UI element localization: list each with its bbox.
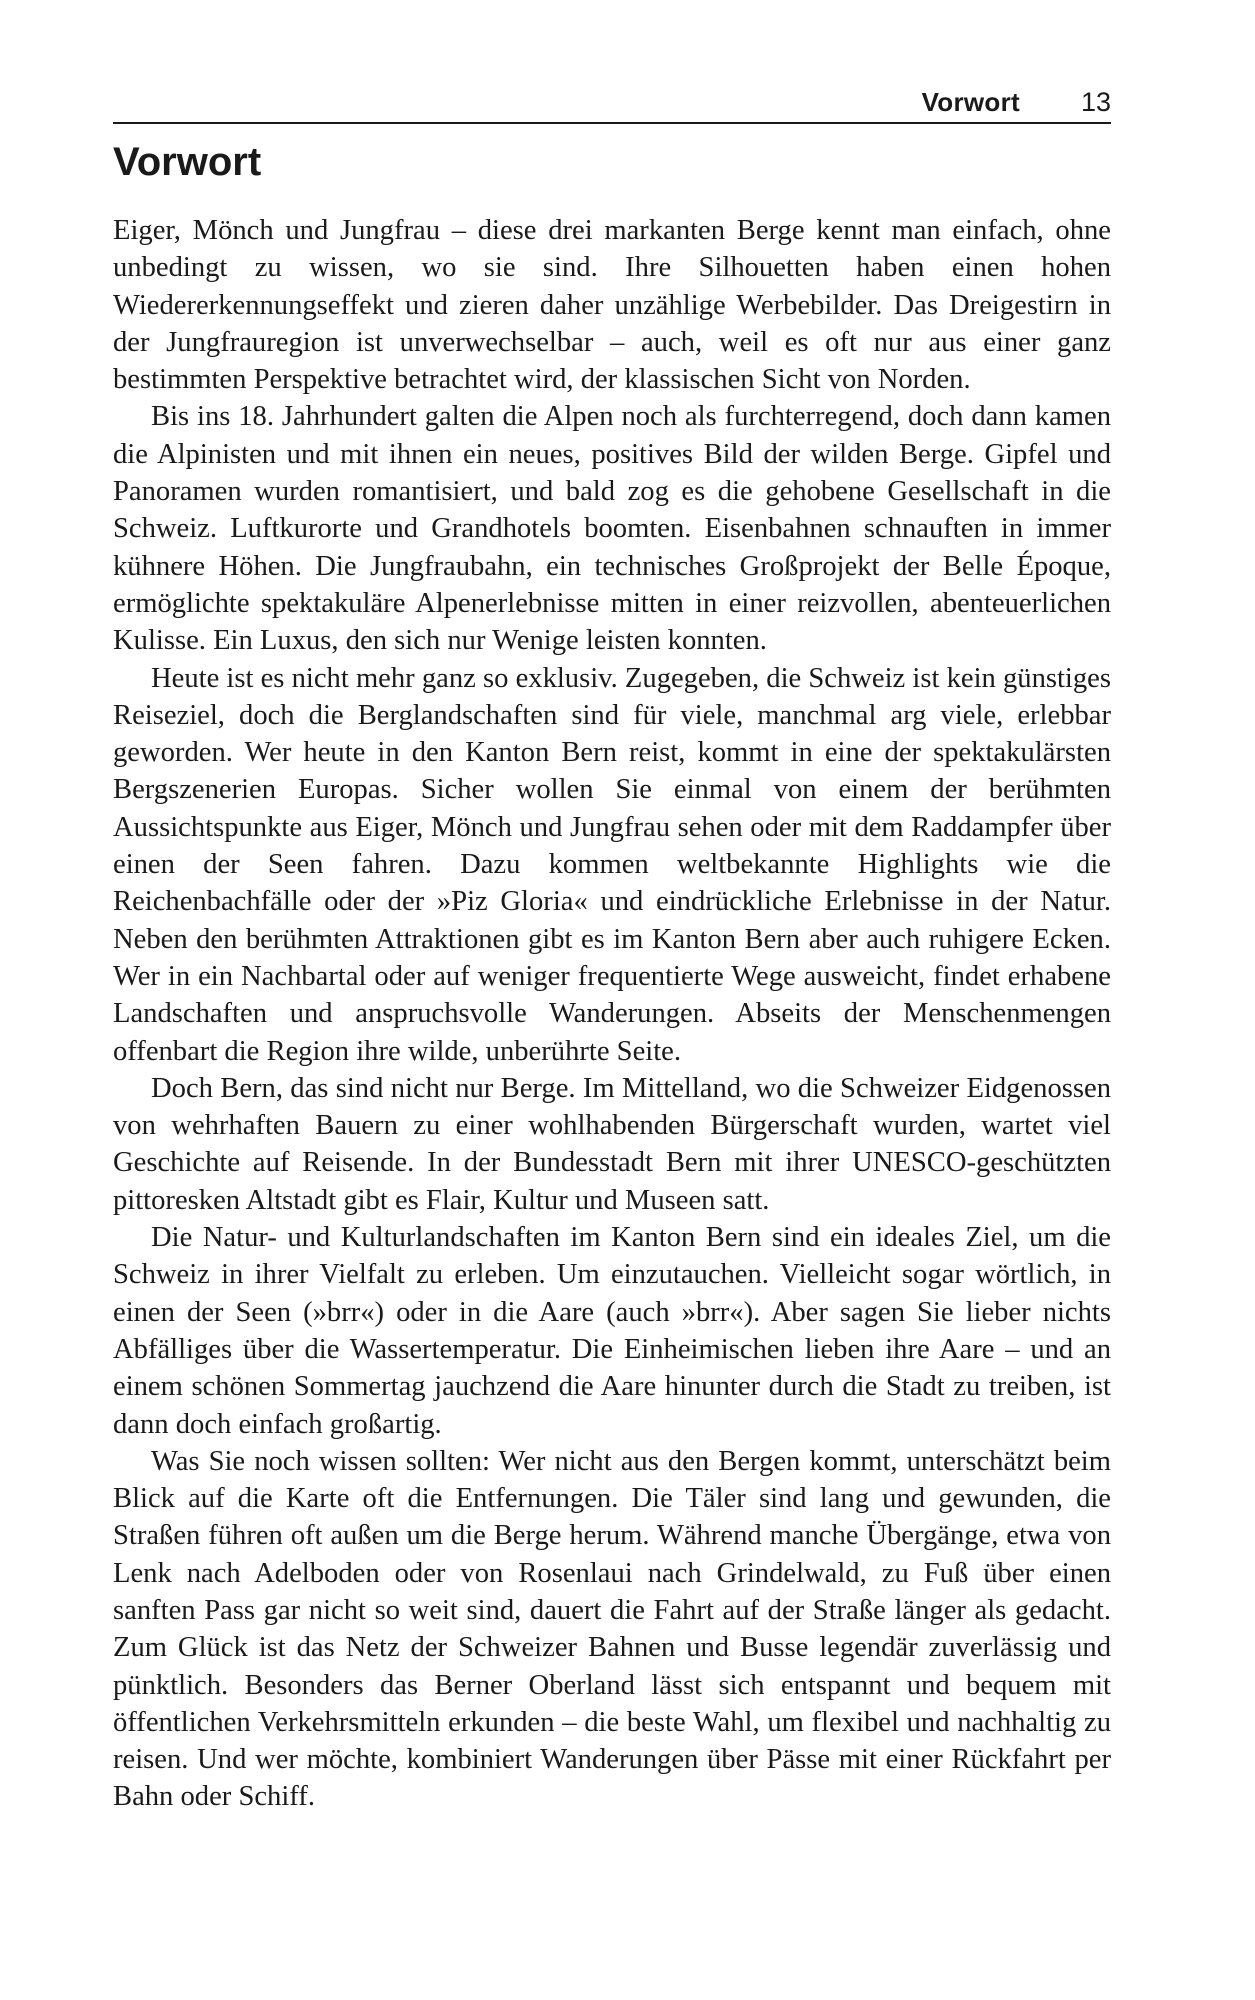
chapter-title: Vorwort (113, 140, 262, 184)
paragraph: Eiger, Mönch und Jungfrau – diese drei markanten Berge kennt man einfach, ohne unbedingt zu wissen, wo sie sind. Ihre Silhouetten haben einen hohen Wiedererkennungseffekt und zieren daher unzählige Werbebilder. Das Dreigestirn in der Jungfrauregion ist unverwechselbar – auch, weil es oft nur aus einer ganz bestimmten Perspektive betrachtet wird, der klassischen Sicht von Norden. (113, 215, 1111, 396)
page-number: 13 (1080, 87, 1111, 117)
paragraph: Die Natur- und Kulturlandschaften im Kanton Bern sind ein ideales Ziel, um die Schweiz in ihrer Vielfalt zu erleben. Um einzutauchen. Vielleicht sogar wörtlich, in einen der Seen (»brr«) oder in die Aare (auch »brr«). Aber sagen Sie lieber nichts Abfälliges über die Wassertemperatur. Die Einheimischen lieben ihre Aare – und an einem schönen Sommertag jauchzend die Aare hinunter durch die Stadt zu treiben, ist dann doch einfach großartig. (113, 1222, 1111, 1440)
paragraph: Was Sie noch wissen sollten: Wer nicht aus den Bergen kommt, unterschätzt beim Blick auf die Karte oft die Entfernungen. Die Täler sind lang und gewunden, die Straßen führen oft außen um die Berge herum. Während manche Übergänge, etwa von Lenk nach Adelboden oder von Rosenlaui nach Grindelwald, zu Fuß über einen sanften Pass gar nicht so weit sind, dauert die Fahrt auf der Straße länger als gedacht. Zum Glück ist das Netz der Schweizer Bahnen und Busse legendär zuverlässig und pünktlich. Besonders das Berner Oberland lässt sich entspannt und bequem mit öffentlichen Verkehrsmitteln erkunden – die beste Wahl, um flexibel und nachhaltig zu reisen. Und wer möchte, kombiniert Wanderungen über Pässe mit einer Rückfahrt per Bahn oder Schiff. (113, 1445, 1111, 1813)
running-title: Vorwort (921, 87, 1020, 117)
paragraph: Doch Bern, das sind nicht nur Berge. Im Mittelland, wo die Schweizer Eidgenossen von wehrhaften Bauern zu einer wohlhabenden Bürgerschaft wurden, wartet viel Geschichte auf Reisende. In der Bundesstadt Bern mit ihrer UNESCO-geschützten pittoresken Altstadt gibt es Flair, Kultur und Museen satt. (113, 1072, 1111, 1216)
body-text (113, 212, 1111, 1816)
paragraph: Bis ins 18. Jahrhundert galten die Alpen noch als furchterregend, doch dann kamen die Alpinisten und mit ihnen ein neues, positives Bild der wilden Berge. Gipfel und Panoramen wurden romantisiert, und bald zog es die gehobene Gesellschaft in die Schweiz. Luftkurorte und Grandhotels boomten. Eisenbahnen schnauften in immer kühnere Höhen. Die Jungfraubahn, ein technisches Großprojekt der Belle Époque, ermöglichte spektakuläre Alpenerlebnisse mitten in einer reizvollen, abenteuerlichen Kulisse. Ein Luxus, den sich nur Wenige leisten konnten. (113, 401, 1111, 657)
running-header (113, 86, 1111, 124)
paragraph: Heute ist es nicht mehr ganz so exklusiv. Zugegeben, die Schweiz ist kein günstiges Reiseziel, doch die Berglandschaften sind für viele, manchmal arg viele, erlebbar geworden. Wer heute in den Kanton Bern reist, kommt in eine der spektakulärsten Bergszenerien Europas. Sicher wollen Sie einmal von einem der berühmten Aussichtspunkte aus Eiger, Mönch und Jungfrau sehen oder mit dem Raddampfer über einen der Seen fahren. Dazu kommen weltbekannte Highlights wie die Reichenbachfälle oder der »Piz Gloria« und eindrückliche Erlebnisse in der Natur. Neben den berühmten Attraktionen gibt es im Kanton Bern aber auch ruhigere Ecken. Wer in ein Nachbartal oder auf weniger frequentierte Wege ausweicht, findet erhabene Landschaften und anspruchsvolle Wanderungen. Abseits der Menschenmengen offenbart die Region ihre wilde, unberührte Seite. (113, 662, 1111, 1067)
